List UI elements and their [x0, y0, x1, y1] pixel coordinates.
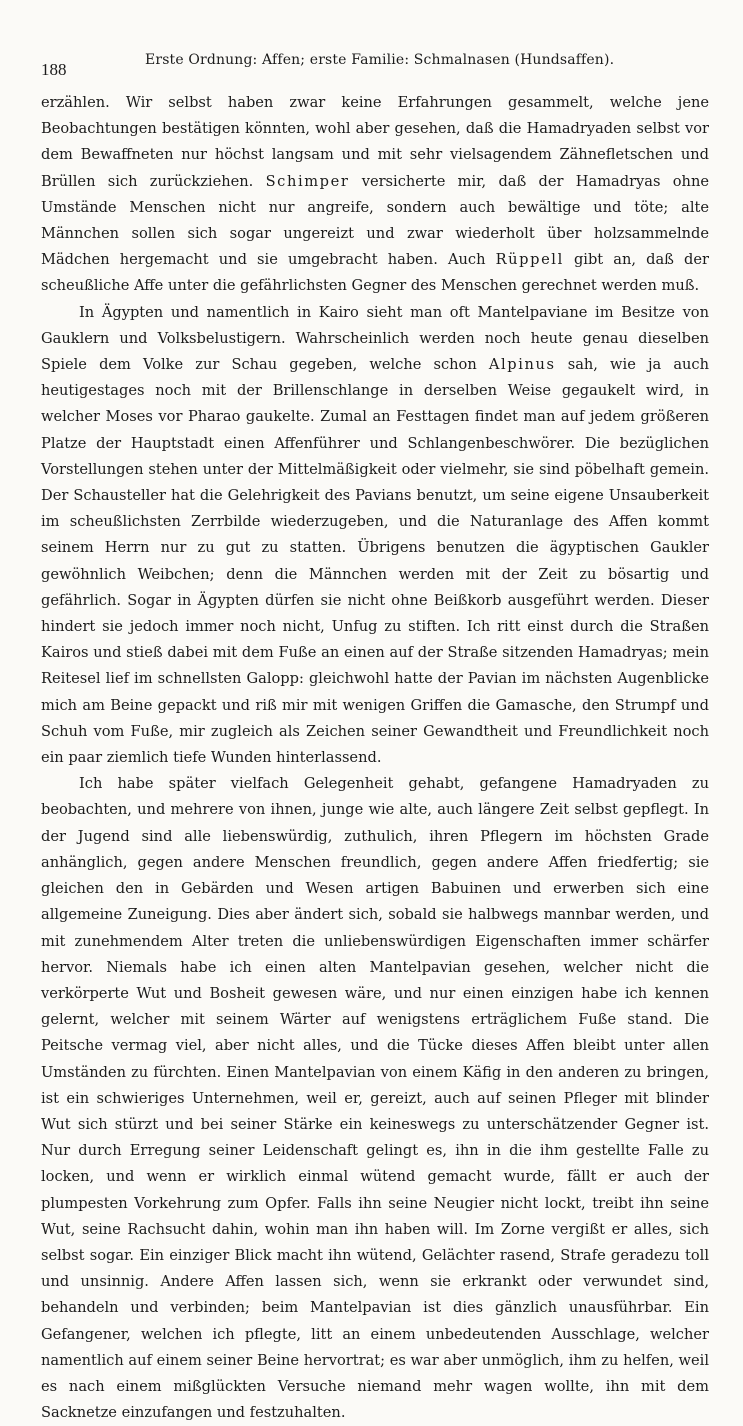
- text-segment: gibt an, daß der scheußliche Affe unter die gefährlichsten Gegner des Menschen gerechnet werden muß.: [41, 251, 709, 295]
- paragraph-3: [41, 771, 709, 1426]
- text-segment: versicherte mir, daß der Hamadryas ohne Umstände Menschen nicht nur angreife, sondern auch bewältige und töte; alte Männchen sollen sich sogar ungereizt und zwar wiederholt über holzsammelnde Mädchen hergemacht und sie umgebracht haben. Auch: [41, 172, 709, 269]
- running-header: [41, 50, 709, 80]
- text-segment: Ich habe später vielfach Gelegenheit gehabt, gefangene Hamadryaden zu beobachten, und mehrere von ihnen, junge wie alte, auch längere Zeit selbst gepflegt. In der Jugend sind alle liebenswürdig, zuthulich, ihren Pflegern im höchsten Grade anhänglich, gegen andere Menschen freundlich, gegen andere Affen friedfertig; sie gleichen den in Gebärden und Wesen artigen Babuinen und erwerben sich eine allgemeine Zuneigung. Dies aber ändert sich, sobald sie halbwegs mannbar werden, und mit zunehmendem Alter treten die unliebenswürdigen Eigenschaften immer schärfer hervor. Niemals habe ich einen alten Mantelpavian gesehen, welcher nicht die verkörperte Wut und Bosheit gewesen wäre, und nur einen einzigen habe ich kennen gelernt, welcher mit seinem Wärter auf wenigstens erträglichem Fuße stand. Die Peitsche vermag viel, aber nicht alles, und die Tücke dieses Affen bleibt unter allen Umständen zu fürchten. Einen Mantelpavian von einem Käfig in den anderen zu bringen, ist ein schwieriges Unternehmen, weil er, gereizt, auch auf seinen Pfleger mit blinder Wut sich stürzt und bei seiner Stärke ein keineswegs zu unterschätzender Gegner ist. Nur durch Erregung seiner Leidenschaft gelingt es, ihn in die ihm gestellte Falle zu locken, und wenn er wirklich einmal wütend gemacht wurde, fällt er auch der plumpesten Vorkehrung zum Opfer. Falls ihn seine Neugier nicht lockt, treibt ihn seine Wut, seine Rachsucht dahin, wohin man ihn haben will. Im Zorne vergißt er alles, sich selbst sogar. Ein einziger Blick macht ihn wütend, Gelächter rasend, Strafe geradezu toll und unsinnig. Andere Affen lassen sich, wenn sie erkrankt oder verwundet sind, behandeln und verbinden; beim Mantelpavian ist dies gänzlich unausführbar. Ein Gefangener, welchen ich pflegte, litt an einem unbedeutenden Ausschlage, welcher namentlich auf einem seiner Beine hervortrat; es war aber unmöglich, ihm zu helfen, weil es nach einem mißglückten Versuche niemand mehr wagen wollte, ihn mit dem Sacknetze einzufangen und festzuhalten.: [41, 775, 709, 1422]
- paragraph-2: [41, 300, 709, 772]
- text-segment: sah, wie ja auch heutigestages noch mit der Brillenschlange in derselben Weise gegaukelt wird, in welcher Moses vor Pharao gaukelte. Zumal an Festtagen findet man auf jedem größeren Platze der Hauptstadt einen Affenführer und Schlangenbeschwörer. Die bezüglichen Vorstellungen stehen unter der Mittelmäßigkeit oder vielmehr, sie sind pöbelhaft gemein. Der Schausteller hat die Gelehrigkeit des Pavians benutzt, um seine eigene Unsauberkeit im scheußlichsten Zerrbilde wiederzugeben, und die Naturanlage des Affen kommt seinem Herrn nur zu gut zu statten. Übrigens benutzen die ägyptischen Gaukler gewöhnlich Weibchen; denn die Männchen werden mit der Zeit zu bösartig und gefährlich. Sogar in Ägypten dürfen sie nicht ohne Beißkorb ausgeführt werden. Dieser hindert sie jedoch immer noch nicht, Unfug zu stiften. Ich ritt einst durch die Straßen Kairos und stieß dabei mit dem Fuße an einen auf der Straße sitzenden Hamadryas; mein Reitesel lief im schnellsten Galopp: gleichwohl hatte der Pavian im nächsten Augenblicke mich am Beine gepackt und riß mir mit wenigen Griffen die Gamasche, den Strumpf und Schuh vom Fuße, mir zugleich als Zeichen seiner Gewandtheit und Freundlichkeit noch ein paar ziemlich tiefe Wunden hinterlassend.: [41, 356, 709, 767]
- author-name: Rüppell: [495, 251, 564, 269]
- text-segment: In Ägypten und namentlich in Kairo sieht man oft Mantelpaviane im Besitze von Gauklern und Volksbelustigern. Wahrscheinlich werden noch heute genau dieselben Spiele dem Volke zur Schau gegeben, welche schon: [41, 303, 709, 374]
- paragraph-1: [41, 90, 709, 300]
- text-segment: erzählen. Wir selbst haben zwar keine Erfahrungen gesammelt, welche jene Beobachtungen bestätigen könnten, wohl aber gesehen, daß die Hamadryaden selbst vor dem Bewaffneten nur höchst langsam und mit sehr vielsagendem Zähnefletschen und Brüllen sich zurückziehen.: [41, 94, 709, 190]
- body-text: [41, 90, 709, 1426]
- page-number: 188: [41, 60, 67, 79]
- author-name: Alpinus: [488, 356, 556, 374]
- author-name: Schimper: [265, 172, 350, 190]
- running-header-title: Erste Ordnung: Affen; erste Familie: Schmalnasen (Hundsaffen).: [145, 52, 615, 68]
